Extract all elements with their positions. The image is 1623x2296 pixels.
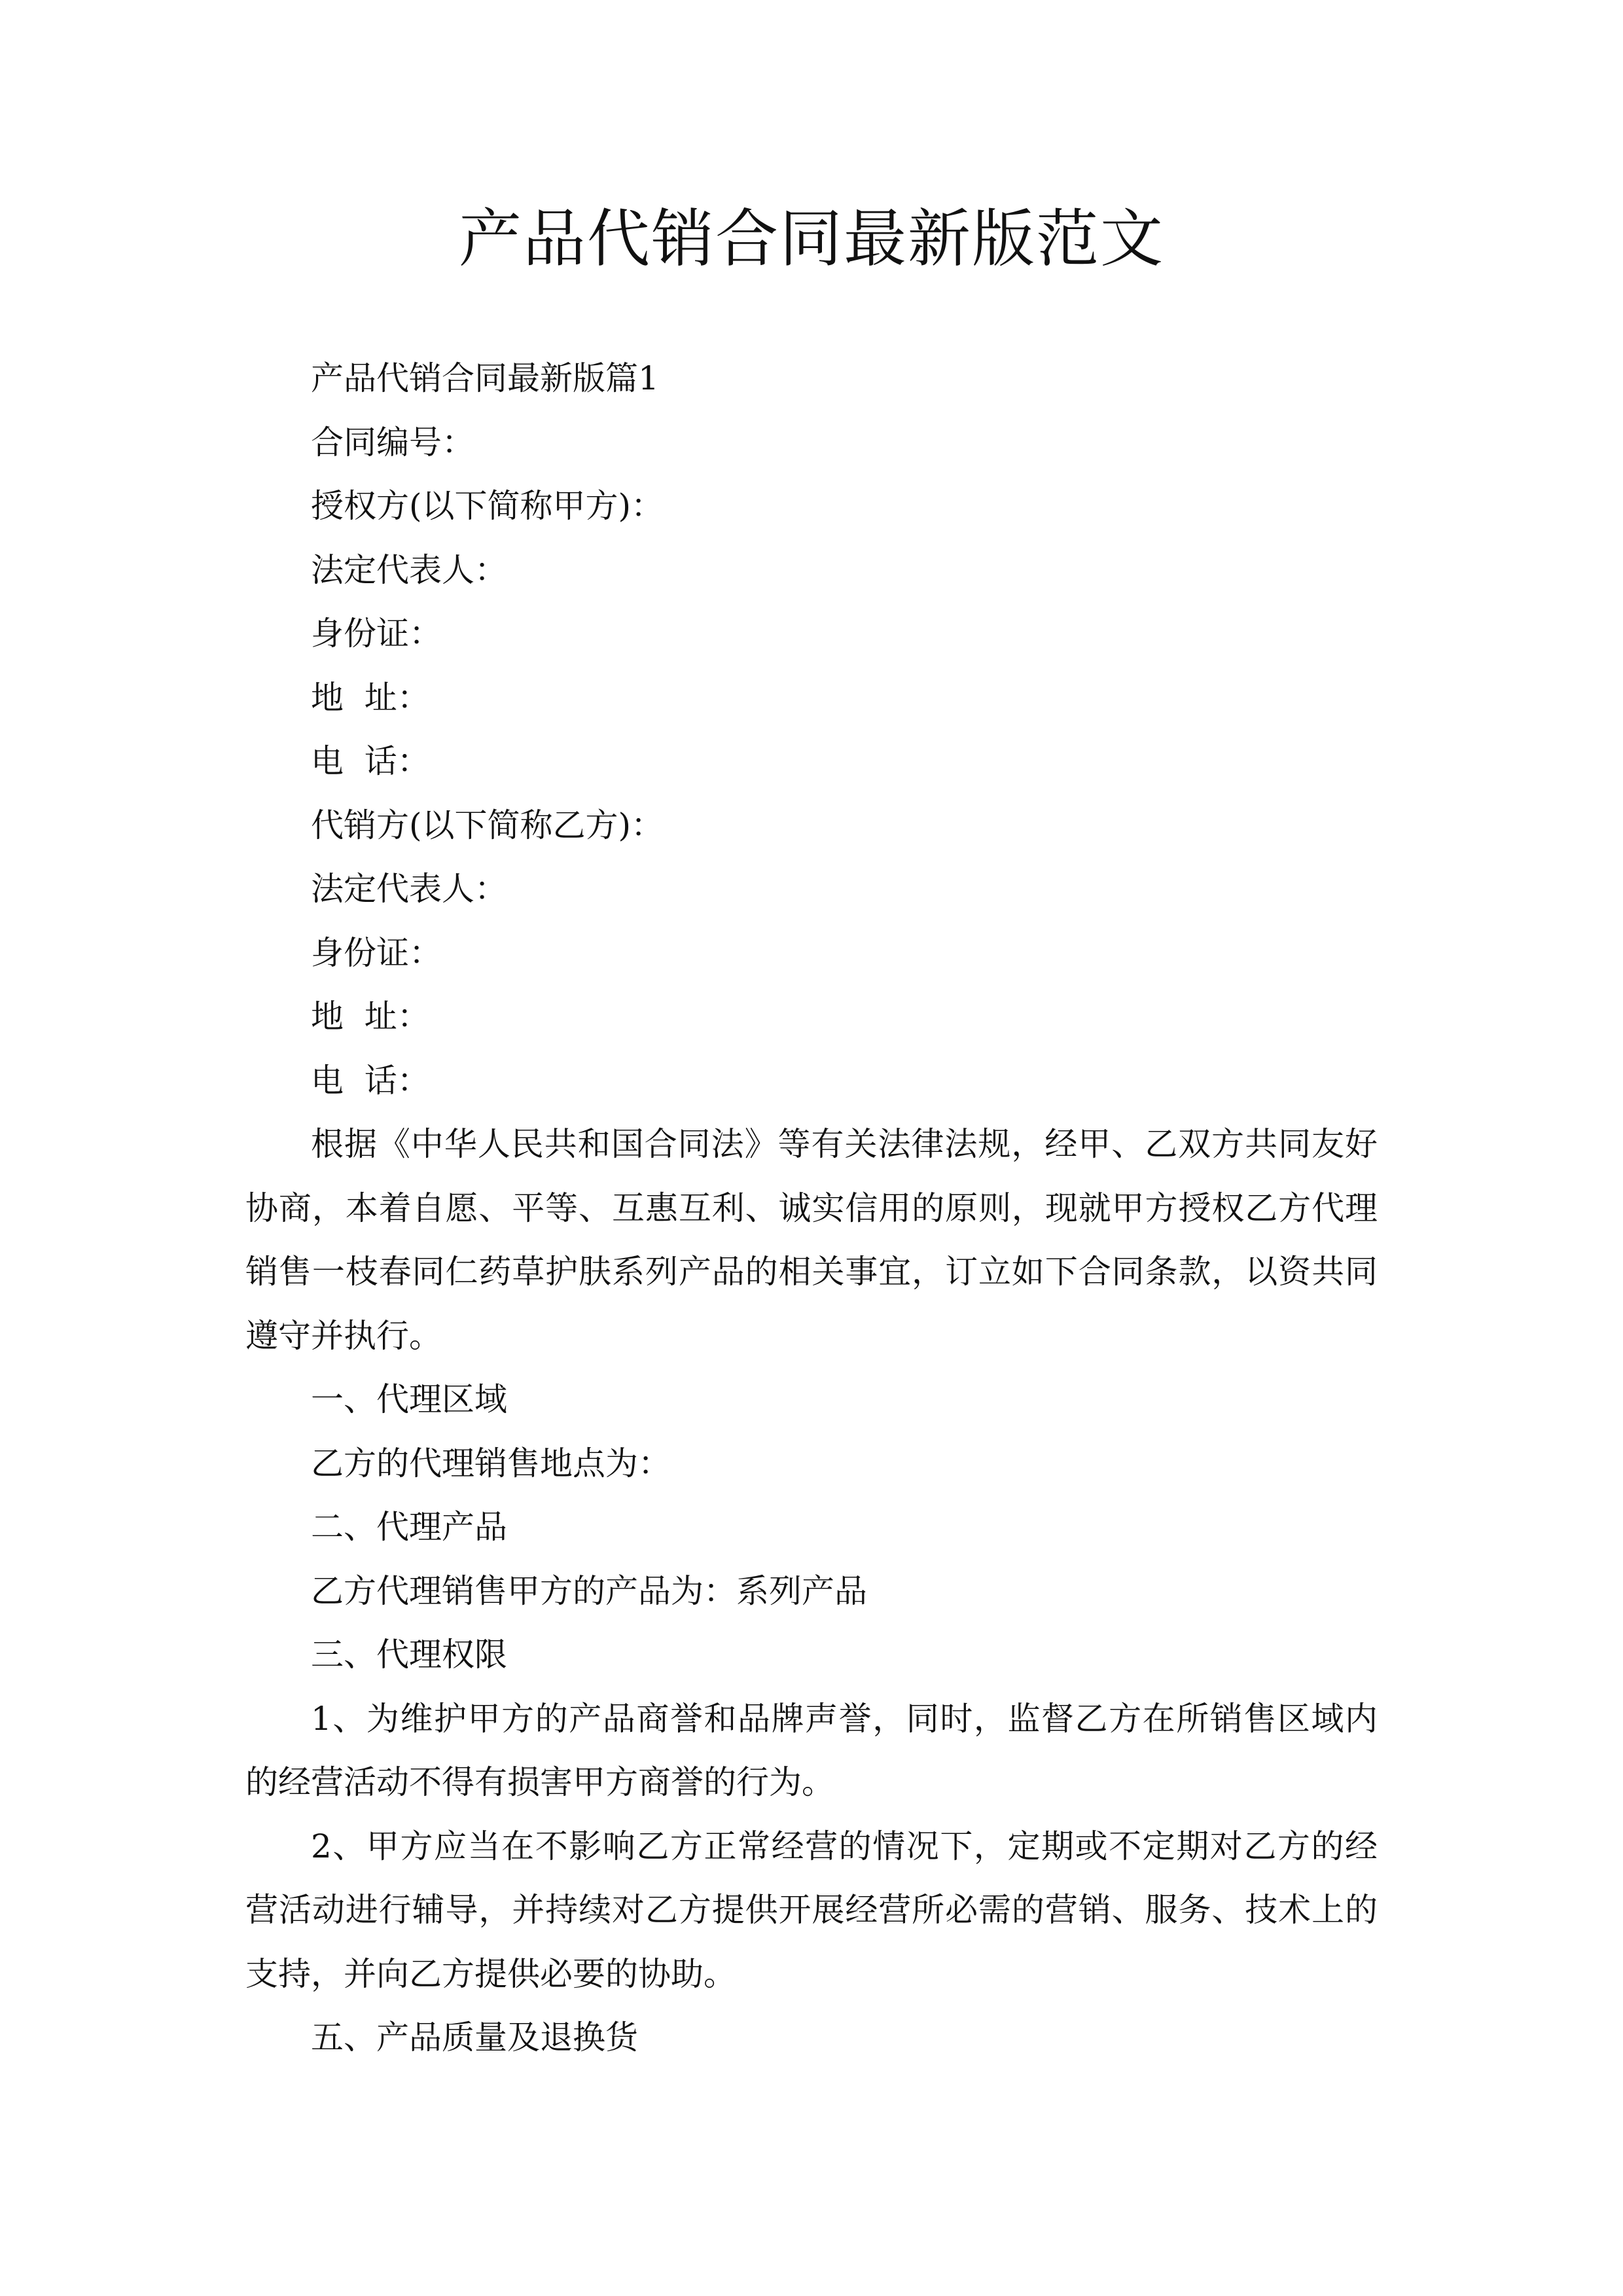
field-party-b-phone: 电 话：: [311, 1061, 430, 1100]
field-party-b: 代销方(以下简称乙方)：: [311, 806, 664, 844]
field-party-a-phone: 电 话：: [311, 742, 430, 780]
field-contract-number: 合同编号：: [311, 423, 474, 461]
clause-heading-agency-region: 一、代理区域: [311, 1380, 507, 1418]
field-party-a-legal-rep: 法定代表人：: [311, 550, 507, 589]
clause-text-products: 乙方代理销售甲方的产品为：系列产品: [311, 1571, 867, 1610]
field-party-b-legal-rep: 法定代表人：: [311, 870, 507, 908]
field-party-a-id: 身份证：: [311, 615, 442, 653]
preamble-paragraph: 根据《中华人民共和国合同法》等有关法律法规，经甲、乙双方共同友好协商，本着自愿、平等、互惠互利、诚实信用的原则，现就甲方授权乙方代理销售一枝春同仁药草护肤系列产品的相关事宜，订立如下合同条款，以资共同遵守并执行。: [245, 1125, 1378, 1355]
document-body: [245, 347, 1378, 2070]
field-party-a-address: 地 址：: [311, 678, 430, 717]
clause-text-agency-location: 乙方的代理销售地点为：: [311, 1444, 671, 1482]
clause-heading-agency-authority: 三、代理权限: [311, 1636, 507, 1674]
section-heading: 产品代销合同最新版篇1: [311, 359, 659, 397]
clause-heading-quality-returns: 五、产品质量及退换货: [311, 2018, 638, 2056]
field-party-b-address: 地 址：: [311, 997, 430, 1035]
field-party-b-id: 身份证：: [311, 933, 442, 972]
clause-heading-agency-products: 二、代理产品: [311, 1508, 507, 1546]
field-party-a: 授权方(以下简称甲方)：: [311, 487, 664, 525]
clause-item-1: 1、为维护甲方的产品商誉和品牌声誉，同时，监督乙方在所销售区域内的经营活动不得有损害甲方商誉的行为。: [245, 1699, 1378, 1801]
clause-item-2: 2、甲方应当在不影响乙方正常经营的情况下，定期或不定期对乙方的经营活动进行辅导，并持续对乙方提供开展经营所必需的营销、服务、技术上的支持，并向乙方提供必要的协助。: [245, 1827, 1378, 1993]
document-title: 产品代销合同最新版范文: [459, 202, 1164, 276]
